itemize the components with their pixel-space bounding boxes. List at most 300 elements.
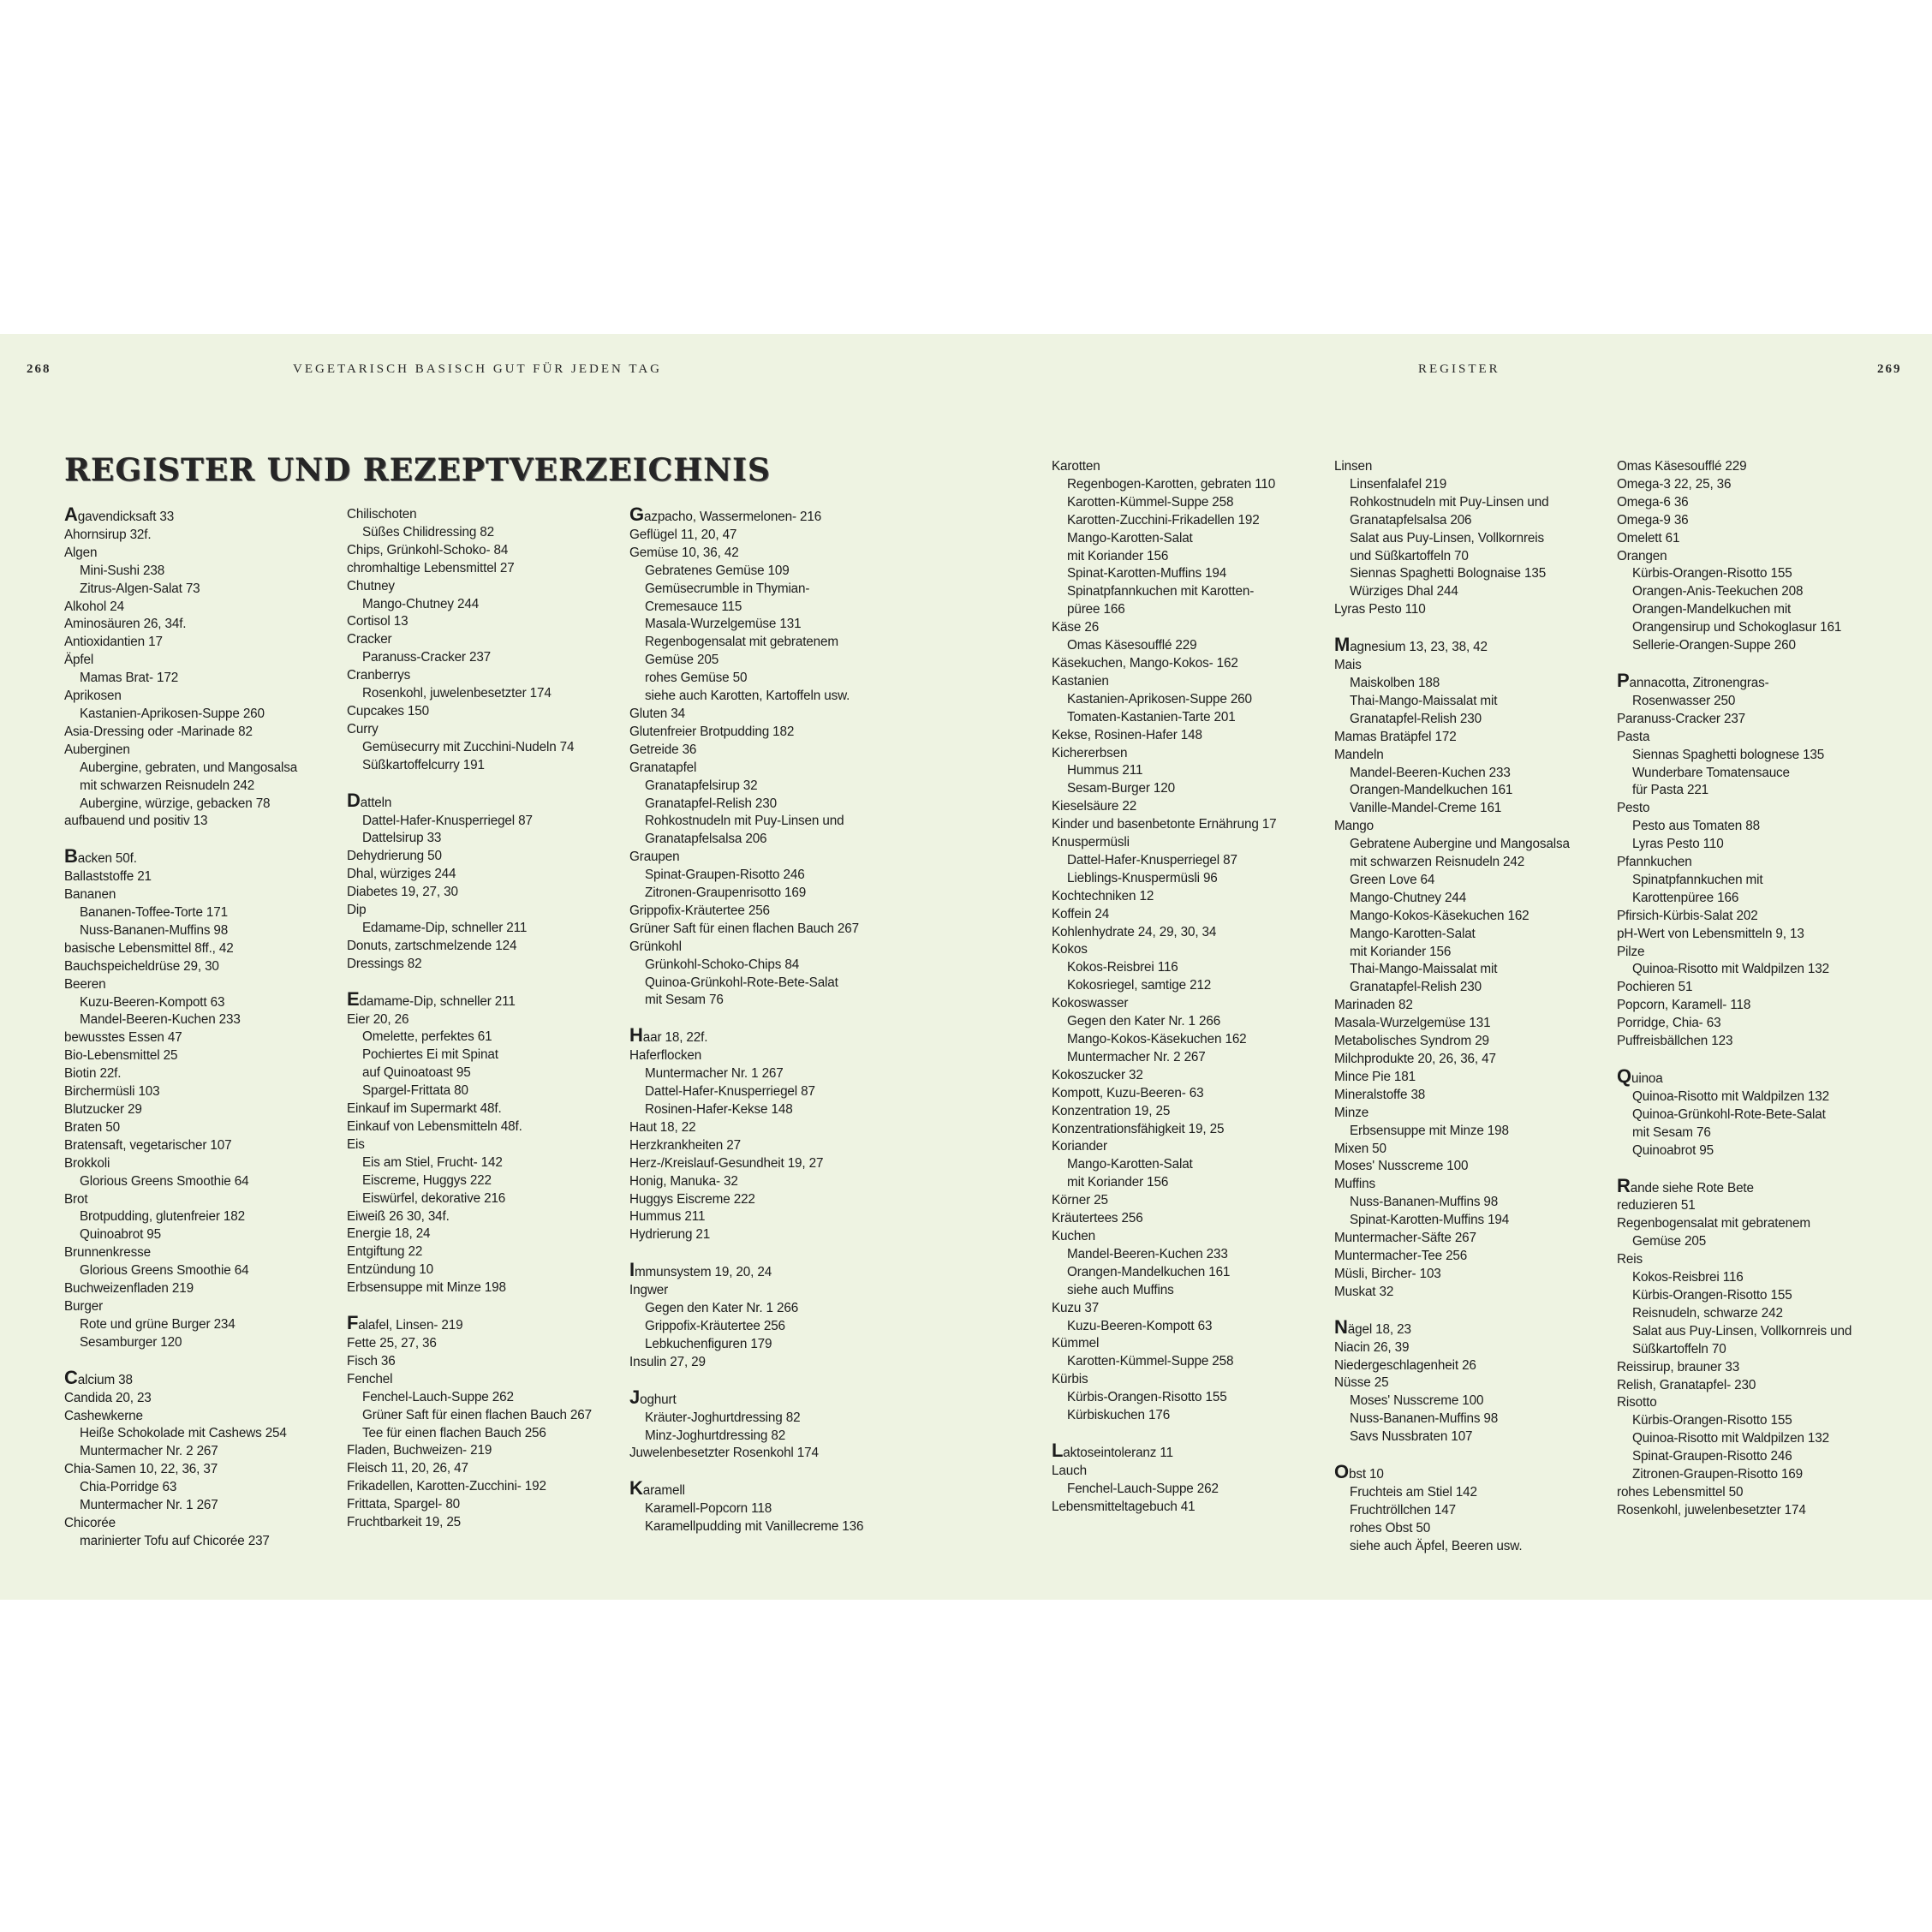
index-subentry: Chia-Porridge 63	[80, 1480, 177, 1495]
index-entry: Koffein 24	[1052, 906, 1110, 921]
index-subentry: Nuss-Bananen-Muffins 98	[1350, 1195, 1499, 1210]
index-entry: Kompott, Kuzu-Beeren- 63	[1052, 1085, 1204, 1100]
index-subentry: Regenbogen-Karotten, gebraten 110	[1067, 476, 1276, 492]
index-entry: Birchermüsli 103	[64, 1084, 160, 1100]
index-letter-group	[1617, 1178, 1895, 1520]
index-subentry: Pesto aus Tomaten 88	[1632, 819, 1760, 834]
index-subentry: Dattel-Hafer-Knusperriegel 87	[645, 1084, 815, 1100]
index-subentry: Karotten-Kümmel-Suppe 258	[1067, 494, 1234, 510]
index-subentry: Minz-Joghurtdressing 82	[645, 1428, 786, 1443]
index-entry: Pfannkuchen	[1617, 855, 1692, 870]
index-entry: Omas Käsesoufflé 229	[1617, 459, 1747, 474]
index-subentry: Kuzu-Beeren-Kompott 63	[1067, 1318, 1213, 1333]
index-entry: Haferflocken	[629, 1048, 702, 1064]
index-entry: Nägel 18, 23	[1334, 1318, 1411, 1338]
index-entry: Fenchel	[347, 1371, 393, 1386]
index-entry: Brot	[64, 1191, 88, 1207]
index-subentry: Rohkostnudeln mit Puy-Linsen und	[645, 814, 844, 829]
index-entry: Omega-6 36	[1617, 494, 1689, 510]
index-subentry: Spargel-Frittata 80	[362, 1083, 468, 1099]
index-entry: Eier 20, 26	[347, 1011, 409, 1027]
index-entry: Kokoswasser	[1052, 996, 1129, 1011]
index-subentry: Muntermacher Nr. 2 267	[80, 1444, 218, 1459]
index-subentry: Karotten-Zucchini-Frikadellen 192	[1067, 512, 1260, 528]
index-entry: pH-Wert von Lebensmitteln 9, 13	[1617, 926, 1804, 941]
index-entry: Mais	[1334, 658, 1362, 673]
index-letter-group	[1334, 1319, 1613, 1446]
index-subentry: siehe auch Karotten, Kartoffeln usw.	[645, 689, 850, 704]
index-letter-group	[1052, 1442, 1330, 1517]
index-entry: Ballaststoffe 21	[64, 869, 152, 885]
index-subentry: Mandel-Beeren-Kuchen 233	[1350, 765, 1511, 780]
index-subentry: Orangensirup und Schokoglasur 161	[1632, 620, 1842, 635]
index-entry: Kuzu 37	[1052, 1300, 1100, 1315]
index-subentry: Karamell-Popcorn 118	[645, 1501, 772, 1517]
index-subentry: Rohkostnudeln mit Puy-Linsen und	[1350, 494, 1549, 510]
index-subentry: Eis am Stiel, Frucht- 142	[362, 1154, 503, 1170]
index-subentry: Omas Käsesoufflé 229	[1067, 638, 1197, 653]
index-entry: bewusstes Essen 47	[64, 1030, 182, 1046]
index-entry: Puffreisbällchen 123	[1617, 1034, 1733, 1049]
index-entry: Konzentration 19, 25	[1052, 1103, 1171, 1118]
index-subentry: Muntermacher Nr. 1 267	[645, 1066, 784, 1082]
index-subentry: Quinoa-Risotto mit Waldpilzen 132	[1632, 1431, 1829, 1446]
index-subentry: mit Koriander 156	[1067, 548, 1169, 564]
index-entry: Haut 18, 22	[629, 1119, 696, 1135]
index-subentry: Grünkohl-Schoko-Chips 84	[645, 957, 800, 972]
index-letter-group	[1334, 458, 1613, 619]
index-entry: Omelett 61	[1617, 530, 1680, 546]
index-entry: Obst 10	[1334, 1464, 1384, 1483]
index-entry: Pesto	[1617, 801, 1650, 816]
index-entry: Auberginen	[64, 742, 130, 757]
index-entry: Niacin 26, 39	[1334, 1339, 1410, 1355]
index-entry: Lyras Pesto 110	[1334, 602, 1426, 617]
index-entry: Grippofix-Kräutertee 256	[629, 903, 770, 918]
index-subentry: siehe auch Äpfel, Beeren usw.	[1350, 1538, 1523, 1553]
index-letter-group	[1334, 636, 1613, 1302]
index-entry: Bananen	[64, 887, 116, 903]
index-entry: Niedergeschlagenheit 26	[1334, 1357, 1476, 1373]
index-subentry: Masala-Wurzelgemüse 131	[645, 617, 802, 632]
page-title: REGISTER UND REZEPTVERZEICHNIS	[64, 452, 771, 488]
index-entry: Candida 20, 23	[64, 1390, 152, 1405]
index-entry: Gluten 34	[629, 706, 685, 721]
index-entry: Linsen	[1334, 459, 1373, 474]
index-entry: Äpfel	[64, 653, 94, 668]
index-entry: Einkauf von Lebensmitteln 48f.	[347, 1119, 522, 1134]
index-subentry: Omelette, perfektes 61	[362, 1029, 492, 1045]
index-entry: Fruchtbarkeit 19, 25	[347, 1515, 462, 1530]
index-entry: Falafel, Linsen- 219	[347, 1315, 463, 1334]
index-entry: Calcium 38	[64, 1368, 133, 1388]
index-letter-group	[629, 1261, 908, 1371]
index-entry: Kümmel	[1052, 1336, 1100, 1351]
index-entry: Käsekuchen, Mango-Kokos- 162	[1052, 655, 1238, 671]
index-entry: Backen 50f.	[64, 848, 137, 868]
index-subentry: mit Koriander 156	[1067, 1175, 1169, 1190]
index-subentry: mit Sesam 76	[645, 993, 724, 1008]
index-entry: Bauchspeicheldrüse 29, 30	[64, 958, 219, 974]
index-column-1	[64, 506, 343, 1568]
index-subentry: Green Love 64	[1350, 872, 1435, 887]
index-entry: Ingwer	[629, 1283, 669, 1298]
index-entry: Omega-9 36	[1617, 512, 1689, 528]
index-subentry: Zitrus-Algen-Salat 73	[80, 581, 200, 596]
index-entry: Mince Pie 181	[1334, 1069, 1416, 1084]
index-entry: Cracker	[347, 632, 392, 647]
index-subentry: püree 166	[1067, 602, 1125, 617]
index-letter-group	[64, 1369, 343, 1551]
index-subentry: Lieblings-Knuspermüsli 96	[1067, 870, 1218, 886]
index-subentry: mit schwarzen Reisnudeln 242	[1350, 855, 1525, 870]
index-entry: Laktoseintoleranz 11	[1052, 1441, 1173, 1461]
index-subentry: Kräuter-Joghurtdressing 82	[645, 1410, 801, 1425]
index-entry: Milchprodukte 20, 26, 36, 47	[1334, 1052, 1496, 1066]
index-entry: Käse 26	[1052, 620, 1100, 635]
index-subentry: Quinoabrot 95	[80, 1227, 162, 1243]
index-entry: Insulin 27, 29	[629, 1354, 706, 1369]
index-entry: Porridge, Chia- 63	[1617, 1016, 1721, 1031]
index-entry: Buchweizenfladen 219	[64, 1281, 194, 1297]
index-subentry: mit schwarzen Reisnudeln 242	[80, 778, 255, 793]
index-subentry: Grüner Saft für einen flachen Bauch 267	[362, 1407, 592, 1422]
index-subentry: Zitronen-Graupen-Risotto 169	[1632, 1467, 1804, 1482]
index-entry: Edamame-Dip, schneller 211	[347, 990, 516, 1010]
index-letter-group	[347, 991, 625, 1297]
right-page-number: 269	[1877, 362, 1902, 376]
index-subentry: Gegen den Kater Nr. 1 266	[645, 1301, 799, 1316]
index-subentry: Kürbis-Orangen-Risotto 155	[1632, 1287, 1792, 1303]
index-entry: Muffins	[1334, 1177, 1375, 1192]
index-subentry: und Süßkartoffeln 70	[1350, 548, 1469, 564]
index-entry: Fleisch 11, 20, 26, 47	[347, 1461, 468, 1476]
index-entry: Asia-Dressing oder -Marinade 82	[64, 724, 253, 739]
right-running-title: REGISTER	[1418, 362, 1500, 376]
index-entry: Lauch	[1052, 1463, 1087, 1478]
index-subentry: Bananen-Toffee-Torte 171	[80, 905, 229, 921]
index-subentry: Moses' Nusscreme 100	[1350, 1393, 1484, 1409]
index-entry: Kekse, Rosinen-Hafer 148	[1052, 727, 1202, 742]
index-entry: Graupen	[629, 850, 680, 865]
index-entry: basische Lebensmittel 8ff., 42	[64, 940, 234, 956]
index-subentry: Siennas Spaghetti bolognese 135	[1632, 747, 1825, 762]
index-letter-group	[629, 506, 908, 1010]
index-entry: Cranberrys	[347, 668, 411, 683]
index-entry: Agavendicksaft 33	[64, 506, 175, 525]
index-subentry: Mamas Brat- 172	[80, 671, 179, 686]
index-subentry: Sesamburger 120	[80, 1334, 182, 1350]
index-subentry: Orangen-Mandelkuchen mit	[1632, 602, 1792, 617]
index-subentry: Quinoabrot 95	[1632, 1142, 1714, 1158]
index-entry: Aminosäuren 26, 34f.	[64, 617, 187, 632]
index-subentry: Dattelsirup 33	[362, 831, 442, 846]
index-subentry: Rosinen-Hafer-Kekse 148	[645, 1102, 793, 1117]
index-subentry: Mango-Karotten-Salat	[1067, 530, 1193, 546]
index-subentry: Kürbis-Orangen-Risotto 155	[1632, 566, 1792, 581]
index-entry: Cupcakes 150	[347, 703, 429, 719]
index-entry: Fisch 36	[347, 1353, 396, 1368]
index-subentry: Fruchteis am Stiel 142	[1350, 1484, 1477, 1500]
index-entry: Dip	[347, 903, 367, 918]
index-entry: rohes Lebensmittel 50	[1617, 1484, 1744, 1500]
index-subentry: Gemüse 205	[1632, 1234, 1707, 1249]
index-entry: Nüsse 25	[1334, 1375, 1389, 1391]
index-entry: Burger	[64, 1298, 104, 1314]
index-subentry: Dattel-Hafer-Knusperriegel 87	[362, 813, 533, 828]
index-entry: Brokkoli	[64, 1155, 110, 1171]
index-entry: Rosenkohl, juwelenbesetzter 174	[1617, 1502, 1806, 1518]
index-entry: Hydrierung 21	[629, 1227, 711, 1243]
index-subentry: mit Koriander 156	[1350, 944, 1452, 959]
index-entry: Chips, Grünkohl-Schoko- 84	[347, 542, 509, 558]
index-subentry: Orangen-Anis-Teekuchen 208	[1632, 584, 1804, 599]
index-subentry: Kürbis-Orangen-Risotto 155	[1632, 1413, 1792, 1428]
index-subentry: Spinat-Karotten-Muffins 194	[1067, 566, 1227, 581]
index-entry: Reissirup, brauner 33	[1617, 1359, 1740, 1374]
index-subentry: Savs Nussbraten 107	[1350, 1429, 1473, 1445]
index-column-5	[1334, 458, 1613, 1573]
index-subentry: Pochiertes Ei mit Spinat	[362, 1047, 498, 1063]
index-entry: Muntermacher-Tee 256	[1334, 1248, 1468, 1263]
index-entry: Marinaden 82	[1334, 998, 1413, 1013]
index-subentry: Mandel-Beeren-Kuchen 233	[1067, 1246, 1228, 1261]
index-entry: Brunnenkresse	[64, 1245, 151, 1261]
index-subentry: Kokosriegel, samtige 212	[1067, 978, 1212, 993]
index-subentry: Mango-Karotten-Salat	[1067, 1157, 1193, 1172]
index-entry: Reis	[1617, 1252, 1643, 1267]
index-entry: Blutzucker 29	[64, 1102, 142, 1117]
index-entry: Ahornsirup 32f.	[64, 527, 152, 542]
index-subentry: Kürbiskuchen 176	[1067, 1408, 1171, 1423]
index-subentry: Mango-Chutney 244	[1350, 890, 1467, 905]
index-entry: Kokos	[1052, 942, 1088, 957]
index-subentry: Thai-Mango-Maissalat mit	[1350, 962, 1498, 977]
index-subentry: Granatapfel-Relish 230	[1350, 980, 1482, 995]
index-subentry: Zitronen-Graupenrisotto 169	[645, 886, 807, 901]
index-letter-group	[629, 1480, 908, 1536]
index-subentry: Gemüsecurry mit Zucchini-Nudeln 74	[362, 739, 575, 754]
index-subentry: Spinat-Graupen-Risotto 246	[1632, 1449, 1792, 1464]
index-subentry: Kokos-Reisbrei 116	[1067, 960, 1178, 975]
index-entry: Frikadellen, Karotten-Zucchini- 192	[347, 1479, 546, 1494]
index-entry: Masala-Wurzelgemüse 131	[1334, 1016, 1491, 1031]
index-entry: Cashewkerne	[64, 1408, 143, 1423]
index-entry: Alkohol 24	[64, 599, 124, 614]
index-subentry: Nuss-Bananen-Muffins 98	[80, 922, 229, 938]
index-subentry: Wunderbare Tomatensauce	[1632, 765, 1790, 780]
index-subentry: Glorious Greens Smoothie 64	[80, 1263, 249, 1279]
index-subentry: Granatapfel-Relish 230	[645, 796, 778, 811]
index-subentry: auf Quinoatoast 95	[362, 1065, 471, 1081]
index-letter-group	[347, 792, 625, 974]
index-entry: Mandeln	[1334, 747, 1384, 762]
index-entry: Chicorée	[64, 1515, 116, 1530]
index-entry: Eis	[347, 1136, 365, 1152]
index-entry: Paranuss-Cracker 237	[1617, 711, 1746, 726]
index-letter-group	[347, 1315, 625, 1532]
index-entry: Kräutertees 256	[1052, 1211, 1143, 1226]
index-subentry: Siennas Spaghetti Bolognaise 135	[1350, 566, 1547, 581]
index-subentry: Kokos-Reisbrei 116	[1632, 1270, 1744, 1285]
index-subentry: Lebkuchenfiguren 179	[645, 1336, 772, 1351]
index-entry: Körner 25	[1052, 1193, 1108, 1208]
index-subentry: Salat aus Puy-Linsen, Vollkornreis und	[1632, 1323, 1852, 1339]
index-subentry: Mandel-Beeren-Kuchen 233	[80, 1012, 241, 1028]
index-subentry: Spinat-Graupen-Risotto 246	[645, 868, 805, 883]
index-entry: Grünkohl	[629, 939, 682, 954]
index-subentry: Heiße Schokolade mit Cashews 254	[80, 1426, 287, 1441]
index-subentry: Tee für einen flachen Bauch 256	[362, 1425, 546, 1440]
index-entry: Entgiftung 22	[347, 1244, 423, 1260]
index-subentry: Karottenpüree 166	[1632, 890, 1739, 905]
index-entry: chromhaltige Lebensmittel 27	[347, 560, 515, 575]
index-subentry: Brotpudding, glutenfreier 182	[80, 1209, 245, 1225]
index-subentry: marinierter Tofu auf Chicorée 237	[80, 1533, 270, 1548]
index-subentry: rohes Gemüse 50	[645, 671, 748, 686]
index-entry: Pfirsich-Kürbis-Salat 202	[1617, 908, 1758, 923]
index-subentry: Orangen-Mandelkuchen 161	[1067, 1264, 1231, 1279]
index-subentry: Kastanien-Aprikosen-Suppe 260	[80, 706, 265, 721]
index-subentry: Aubergine, gebraten, und Mangosalsa	[80, 760, 298, 775]
book-spread	[0, 334, 1932, 1600]
index-subentry: Fenchel-Lauch-Suppe 262	[1067, 1481, 1219, 1496]
index-entry: Dehydrierung 50	[347, 849, 442, 864]
index-letter-group	[64, 848, 343, 1351]
left-running-title: VEGETARISCH BASISCH GUT FÜR JEDEN TAG	[293, 362, 662, 376]
index-subentry: Quinoa-Grünkohl-Rote-Bete-Salat	[1632, 1106, 1826, 1122]
index-entry: Konzentrationsfähigkeit 19, 25	[1052, 1121, 1225, 1136]
index-subentry: Erbsensuppe mit Minze 198	[1350, 1123, 1509, 1138]
index-entry: Hummus 211	[629, 1209, 706, 1225]
index-subentry: Rosenkohl, juwelenbesetzter 174	[362, 686, 552, 701]
index-subentry: Quinoa-Risotto mit Waldpilzen 132	[1632, 962, 1829, 977]
index-entry: Energie 18, 24	[347, 1226, 431, 1242]
index-subentry: Sesam-Burger 120	[1067, 781, 1175, 796]
index-entry: Herzkrankheiten 27	[629, 1137, 741, 1153]
index-letter-group	[64, 506, 343, 831]
index-entry: Lebensmitteltagebuch 41	[1052, 1499, 1196, 1514]
index-entry: Risotto	[1617, 1395, 1657, 1410]
index-entry: Getreide 36	[629, 742, 697, 757]
index-subentry: siehe auch Muffins	[1067, 1282, 1174, 1297]
index-subentry: Spinatpfannkuchen mit Karotten-	[1067, 584, 1255, 599]
index-entry: Mamas Bratäpfel 172	[1334, 729, 1457, 744]
index-subentry: Fruchtröllchen 147	[1350, 1502, 1456, 1518]
index-column-6	[1617, 458, 1895, 1537]
index-entry: Pannacotta, Zitronengras-	[1617, 671, 1769, 691]
index-entry: Diabetes 19, 27, 30	[347, 885, 458, 900]
index-subentry: Linsenfalafel 219	[1350, 476, 1447, 492]
index-subentry: Vanille-Mandel-Creme 161	[1350, 801, 1502, 816]
index-subentry: Grippofix-Kräutertee 256	[645, 1318, 785, 1333]
index-subentry: Hummus 211	[1067, 763, 1143, 778]
index-entry: Grüner Saft für einen flachen Bauch 267	[629, 921, 859, 936]
index-entry: Joghurt	[629, 1388, 677, 1408]
index-letter-group	[629, 1389, 908, 1464]
left-page-number: 268	[27, 362, 51, 376]
index-entry: Kastanien	[1052, 673, 1109, 689]
index-entry: Chutney	[347, 578, 395, 593]
index-subentry: Orangen-Mandelkuchen 161	[1350, 783, 1513, 798]
index-subentry: Quinoa-Grünkohl-Rote-Bete-Salat	[645, 975, 838, 990]
index-entry: Frittata, Spargel- 80	[347, 1497, 461, 1512]
index-subentry: Fenchel-Lauch-Suppe 262	[362, 1389, 514, 1404]
index-entry: Karotten	[1052, 459, 1100, 474]
index-subentry: Würziges Dhal 244	[1350, 584, 1458, 599]
index-entry: Regenbogensalat mit gebratenem	[1617, 1216, 1810, 1231]
index-entry: Dressings 82	[347, 956, 422, 971]
index-entry: Algen	[64, 545, 98, 560]
index-subentry: Cremesauce 115	[645, 599, 742, 614]
index-entry: Moses' Nusscreme 100	[1334, 1159, 1469, 1174]
index-entry: Braten 50	[64, 1119, 120, 1135]
index-subentry: Kastanien-Aprikosen-Suppe 260	[1067, 691, 1252, 707]
index-entry: Granatapfel	[629, 760, 697, 775]
index-subentry: Nuss-Bananen-Muffins 98	[1350, 1411, 1499, 1427]
index-entry: Knuspermüsli	[1052, 835, 1130, 850]
index-entry: Antioxidantien 17	[64, 635, 163, 650]
index-entry: Muskat 32	[1334, 1284, 1394, 1299]
index-entry: Fladen, Buchweizen- 219	[347, 1443, 492, 1458]
index-subentry: Salat aus Puy-Linsen, Vollkornreis	[1350, 530, 1545, 546]
index-entry: Biotin 22f.	[64, 1066, 122, 1082]
index-entry: Donuts, zartschmelzende 124	[347, 938, 517, 953]
index-subentry: Mini-Sushi 238	[80, 563, 165, 578]
index-letter-group	[347, 506, 625, 775]
index-letter-group	[629, 1027, 908, 1244]
index-subentry: für Pasta 221	[1632, 783, 1709, 798]
index-subentry: Maiskolben 188	[1350, 675, 1440, 690]
index-column-3	[629, 506, 908, 1553]
index-subentry: Spinatpfannkuchen mit	[1632, 872, 1763, 887]
index-subentry: Glorious Greens Smoothie 64	[80, 1173, 249, 1189]
index-letter-group	[1617, 672, 1895, 1051]
index-column-4	[1052, 458, 1330, 1534]
index-subentry: Granatapfelsalsa 206	[1350, 512, 1472, 528]
index-entry: Geflügel 11, 20, 47	[629, 527, 737, 542]
index-entry: Huggys Eiscreme 222	[629, 1191, 755, 1207]
index-subentry: Granatapfel-Relish 230	[1350, 711, 1482, 726]
index-entry: Mineralstoffe 38	[1334, 1087, 1426, 1102]
index-subentry: Eiscreme, Huggys 222	[362, 1172, 492, 1188]
index-entry: Minze	[1334, 1105, 1369, 1120]
index-subentry: Edamame-Dip, schneller 211	[362, 920, 528, 935]
index-entry: Relish, Granatapfel- 230	[1617, 1377, 1756, 1392]
index-entry: Orangen	[1617, 548, 1667, 564]
index-entry: Dhal, würziges 244	[347, 867, 456, 882]
index-subentry: Gebratenes Gemüse 109	[645, 563, 790, 578]
index-subentry: Aubergine, würzige, gebacken 78	[80, 796, 271, 811]
index-subentry: Kürbis-Orangen-Risotto 155	[1067, 1390, 1227, 1405]
index-entry: Popcorn, Karamell- 118	[1617, 998, 1751, 1013]
index-entry: Quinoa	[1617, 1068, 1663, 1087]
index-subentry: Muntermacher Nr. 2 267	[1067, 1049, 1206, 1064]
index-entry: Kürbis	[1052, 1372, 1088, 1387]
index-column-2	[347, 506, 625, 1549]
index-subentry: Gemüsecrumble in Thymian-	[645, 581, 810, 596]
index-entry: Immunsystem 19, 20, 24	[629, 1261, 772, 1281]
index-entry: Gazpacho, Wassermelonen- 216	[629, 506, 822, 525]
index-entry: Karamell	[629, 1480, 685, 1500]
index-entry: Chia-Samen 10, 22, 36, 37	[64, 1462, 218, 1477]
index-entry: Einkauf im Supermarkt 48f.	[347, 1101, 502, 1117]
index-subentry: Reisnudeln, schwarze 242	[1632, 1305, 1783, 1321]
index-entry: Metabolisches Syndrom 29	[1334, 1034, 1489, 1049]
index-subentry: Süßkartoffelcurry 191	[362, 757, 485, 772]
index-subentry: Regenbogensalat mit gebratenem	[645, 635, 838, 650]
index-entry: Gemüse 10, 36, 42	[629, 545, 739, 560]
